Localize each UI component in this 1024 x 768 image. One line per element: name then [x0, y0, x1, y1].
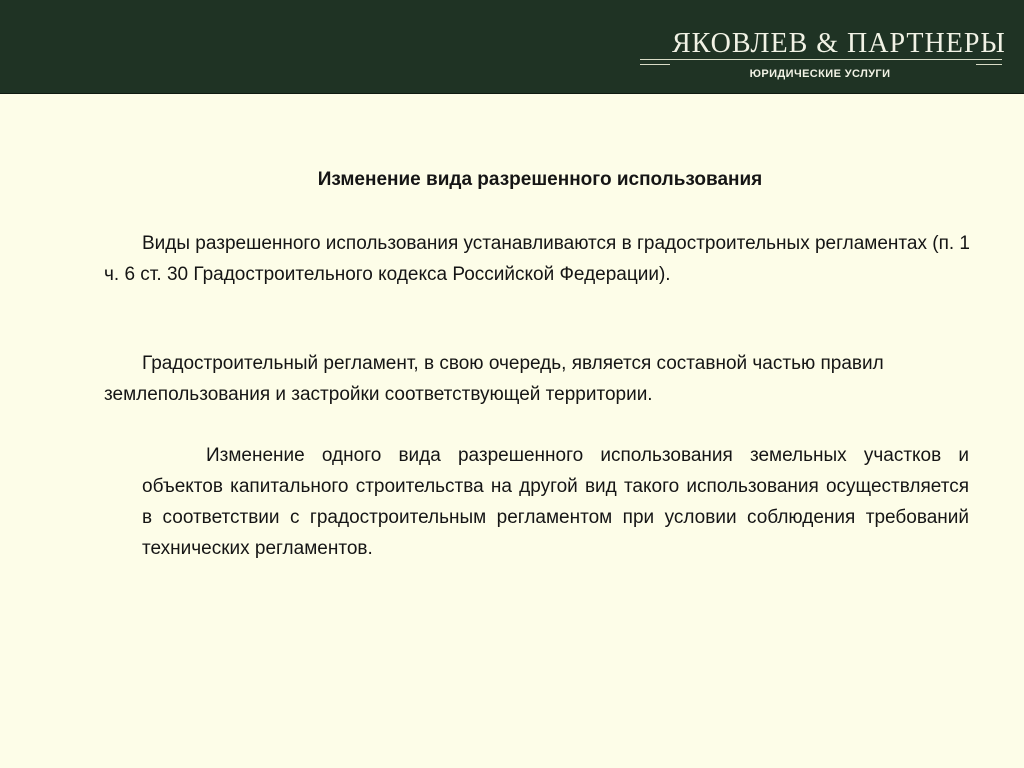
company-logo-subtitle: ЮРИДИЧЕСКИЕ УСЛУГИ	[749, 68, 891, 80]
logo-rule-right	[976, 64, 1002, 65]
company-logo-text: ЯКОВЛЕВ & ПАРТНЕРЫ	[672, 28, 1006, 59]
paragraph-1: Виды разрешенного использования устанавливаются в градостроительных регламентах (п. 1 ч. 6 ст. 30 Градостроительного кодекса Российской Федерации).	[104, 233, 970, 285]
paragraph-2: Градостроительный регламент, в свою очередь, является составной частью правил землепользования и застройки соответствующей территории.	[104, 353, 884, 405]
paragraph-3: Изменение одного вида разрешенного использования земельных участков и объектов капитального строительства на другой вид такого использования осуществляется в соответствии с градостроительным регламентом при условии соблюдения требований технических регламентов.	[142, 445, 969, 559]
header-bar	[0, 0, 1024, 94]
slide-content	[0, 94, 1024, 768]
slide-title: Изменение вида разрешенного использования	[317, 169, 763, 190]
logo-rule-left	[640, 64, 670, 65]
